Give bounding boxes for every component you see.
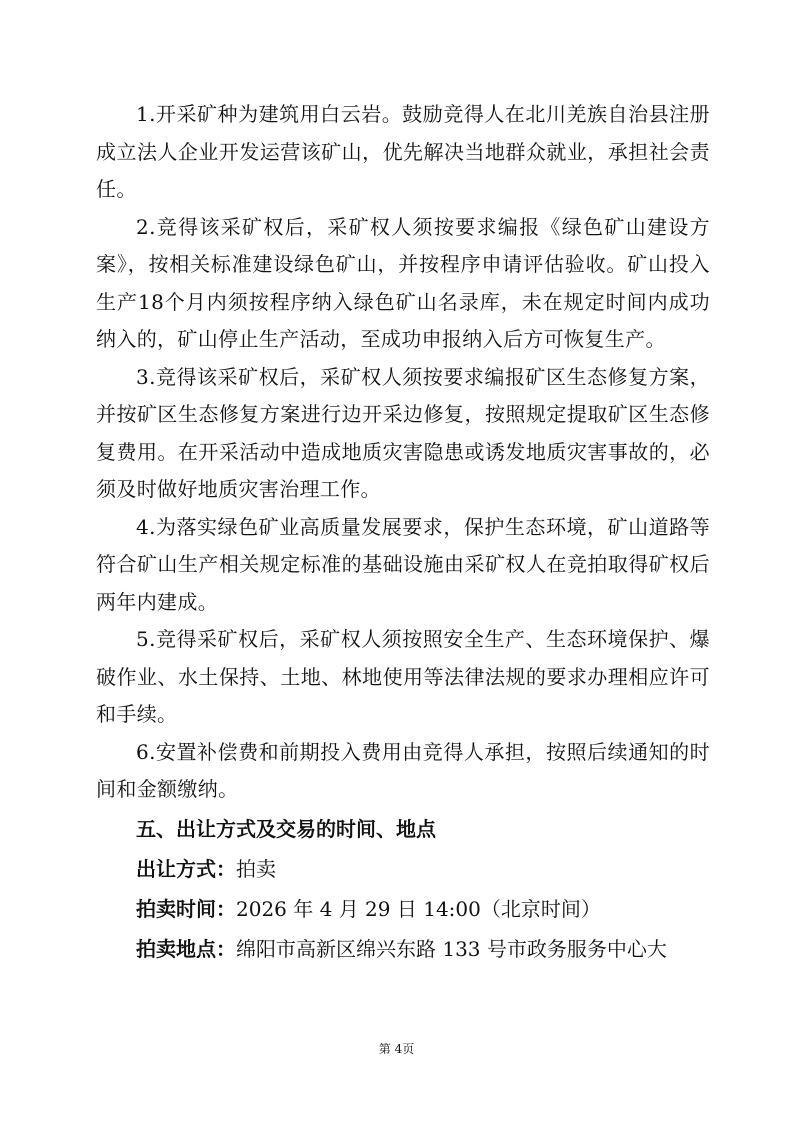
transfer-method-value: 拍卖 xyxy=(236,856,276,881)
paragraph-4: 4.为落实绿色矿业高质量发展要求，保护生态环境，矿山道路等符合矿山生产相关规定标准的基础设施由采矿权人在竞拍取得矿权后两年内建成。 xyxy=(96,514,710,614)
auction-time-line xyxy=(96,889,710,929)
paragraph-3: 3.竞得该采矿权后，采矿权人须按要求编报矿区生态修复方案，并按矿区生态修复方案进行边开采边修复，按照规定提取矿区生态修复费用。在开采活动中造成地质灾害隐患或诱发地质灾害事故的，必须及时做好地质灾害治理工作。 xyxy=(96,364,710,501)
auction-place-value: 绵阳市高新区绵兴东路 133 号市政务服务中心大 xyxy=(236,936,667,961)
paragraph-1: 1.开采矿种为建筑用白云岩。鼓励竞得人在北川羌族自治县注册成立法人企业开发运营该矿山，优先解决当地群众就业，承担社会责任。 xyxy=(96,102,710,201)
page-number: 第 4页 xyxy=(378,1042,415,1056)
auction-place-line xyxy=(96,929,710,969)
transfer-method-label: 出让方式： xyxy=(136,856,236,881)
auction-place-label: 拍卖地点： xyxy=(136,936,236,961)
transfer-method-line xyxy=(96,849,710,889)
paragraph-2: 2.竞得该采矿权后，采矿权人须按要求编报《绿色矿山建设方案》，按相关标准建设绿色矿山，并按程序申请评估验收。矿山投入生产18个月内须按程序纳入绿色矿山名录库，未在规定时间内成功纳入的，矿山停止生产活动，至成功申报纳入后方可恢复生产。 xyxy=(96,214,710,351)
auction-time-value: 2026 年 4 月 29 日 14:00（北京时间） xyxy=(236,896,601,921)
auction-time-label: 拍卖时间： xyxy=(136,896,236,921)
paragraph-6: 6.安置补偿费和前期投入费用由竞得人承担，按照后续通知的时间和金额缴纳。 xyxy=(96,739,710,801)
section-heading: 五、出让方式及交易的时间、地点 xyxy=(136,816,436,841)
page-content xyxy=(96,96,710,969)
paragraph-5: 5.竞得采矿权后，采矿权人须按照安全生产、生态环境保护、爆破作业、水土保持、土地、林地使用等法律法规的要求办理相应许可和手续。 xyxy=(96,627,710,726)
